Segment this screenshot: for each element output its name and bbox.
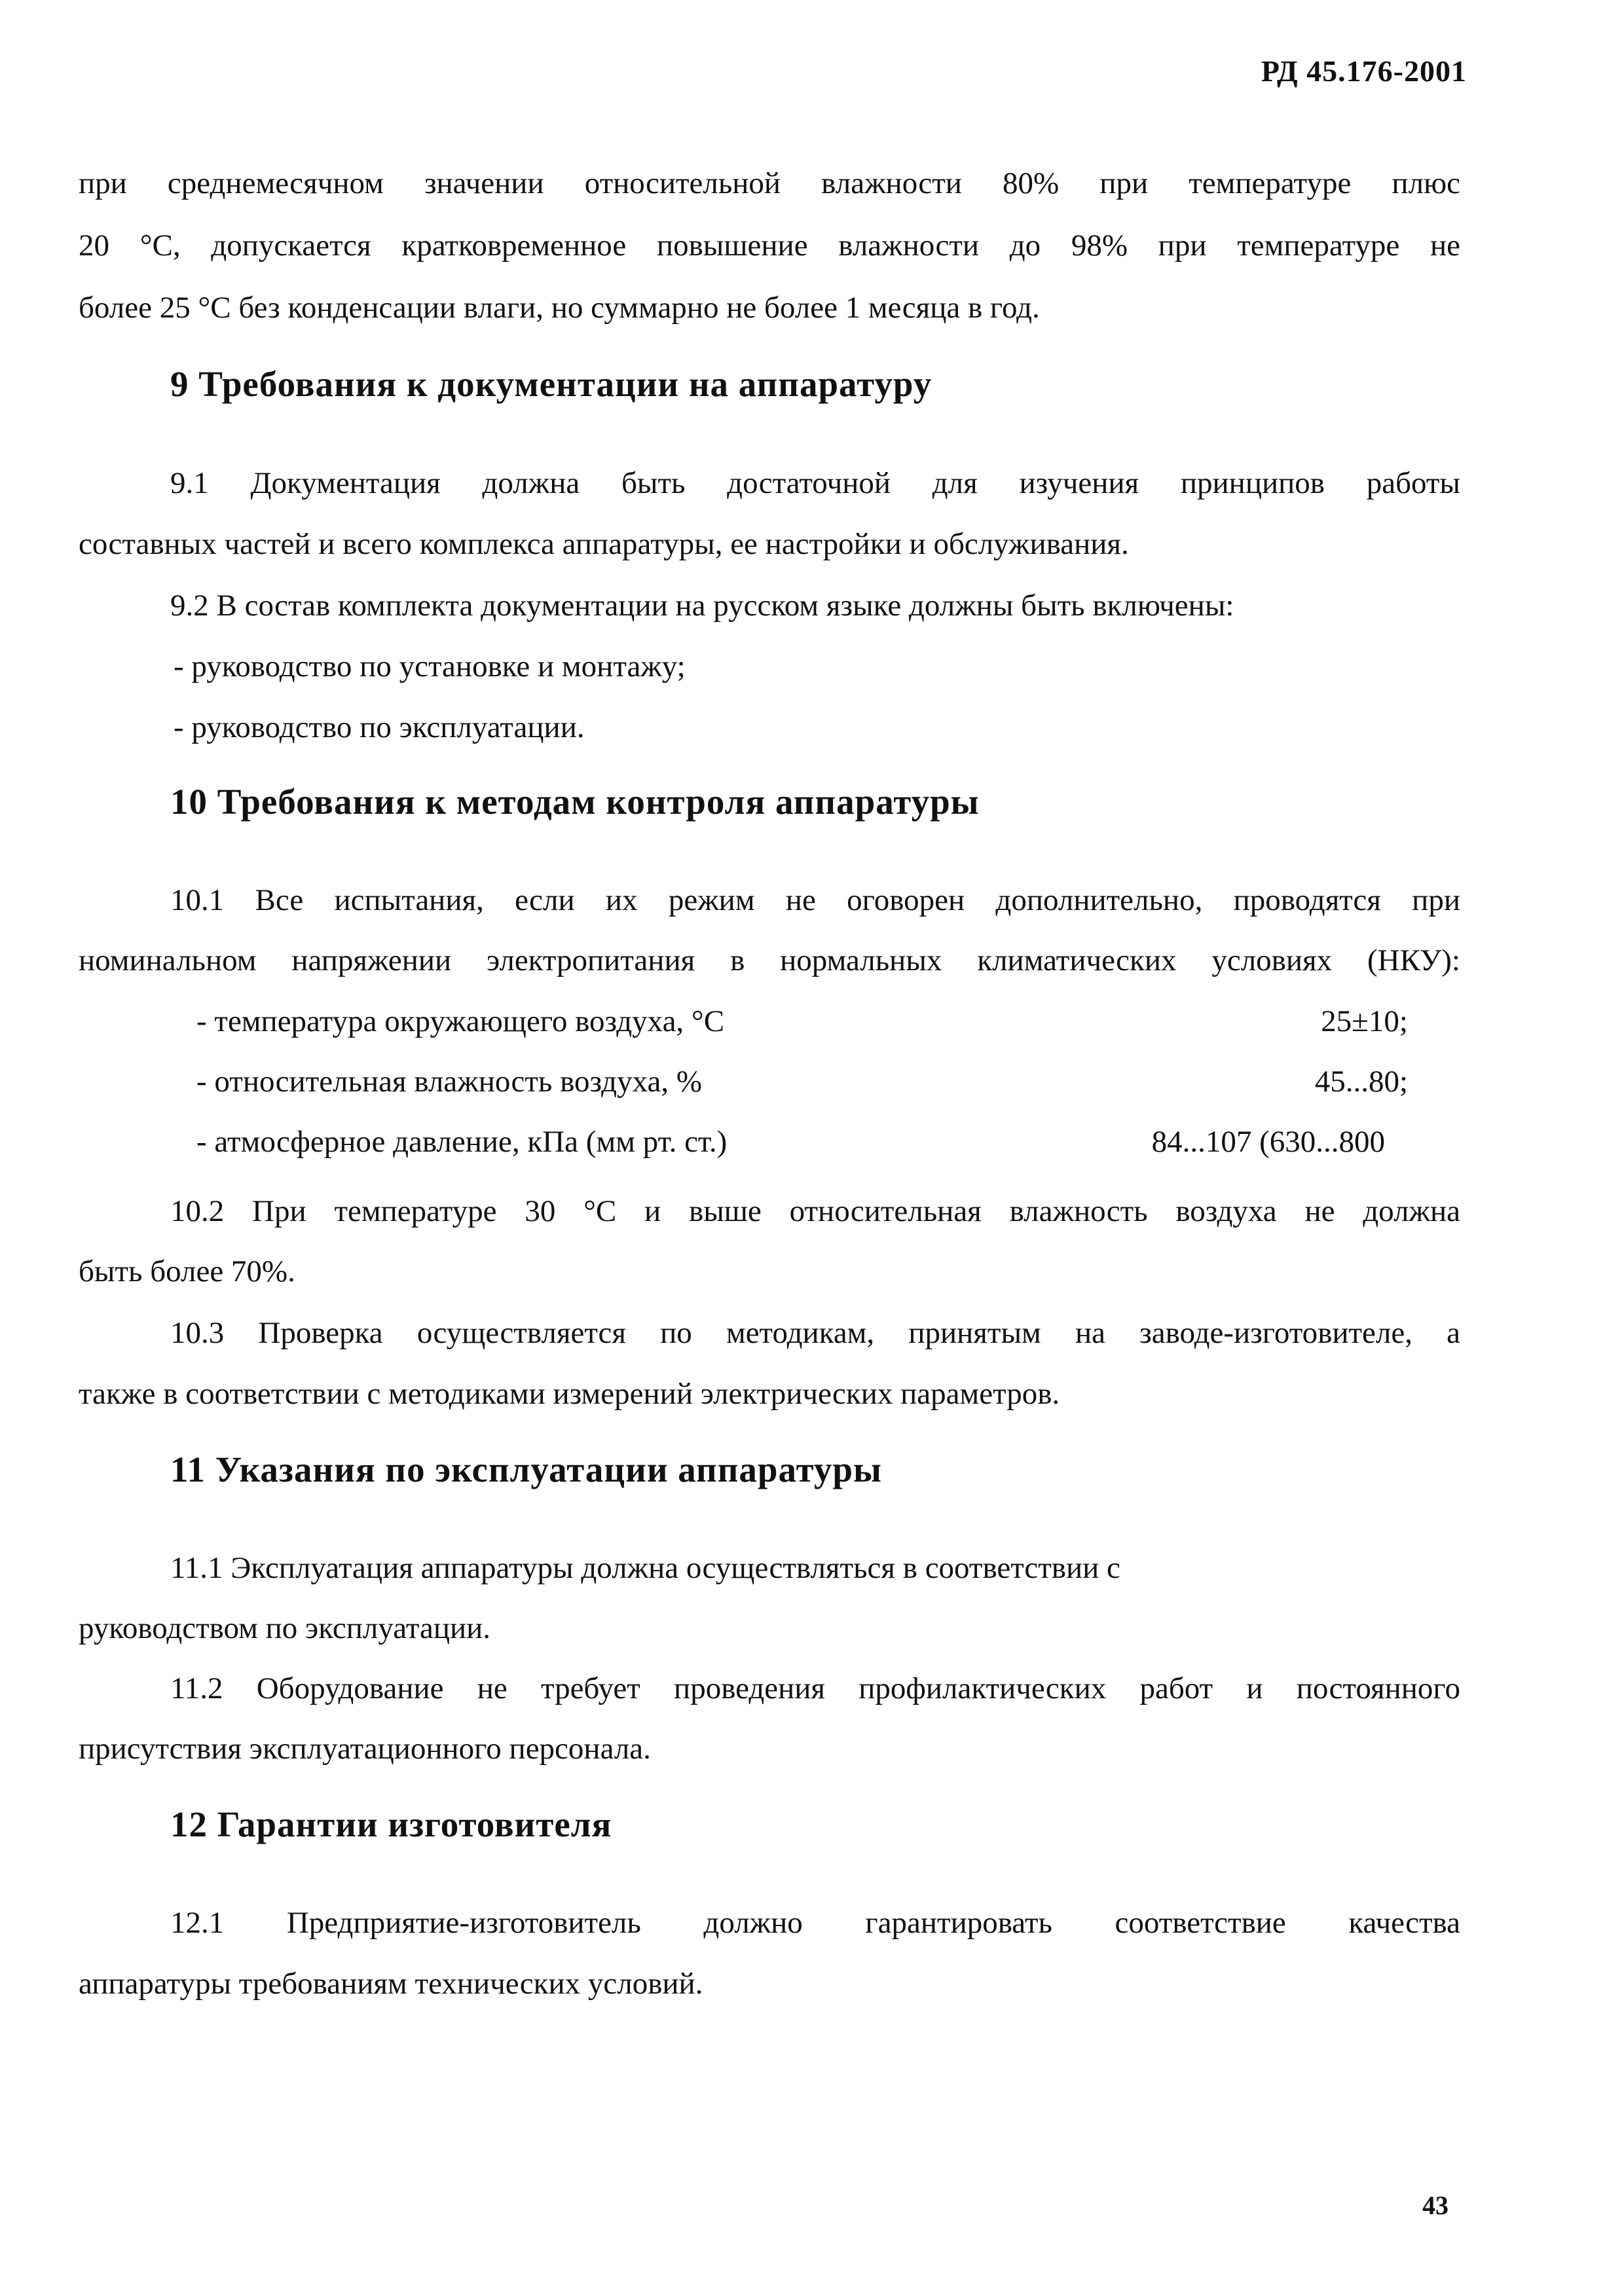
paragraph-line: номинальном напряжении электропитания в нормальных климатических условиях (НКУ): — [79, 943, 1460, 977]
condition-label: - атмосферное давление, кПа (мм рт. ст.) — [196, 1125, 728, 1159]
paragraph-line: 12.1 Предприятие-изготовитель должно гарантировать соответствие качества — [170, 1906, 1460, 1940]
section-heading-9: 9 Требования к документации на аппаратуру — [170, 364, 932, 404]
paragraph-line: 9.2 В состав комплекта документации на русском языке должны быть включены: — [170, 589, 1234, 623]
paragraph-line: 11.2 Оборудование не требует проведения профилактических работ и постоянного — [170, 1671, 1460, 1705]
paragraph-line: более 25 °С без конденсации влаги, но суммарно не более 1 месяца в год. — [79, 291, 1040, 325]
section-heading-10: 10 Требования к методам контроля аппаратуры — [170, 782, 980, 822]
condition-value: 84...107 (630...800 — [1151, 1125, 1385, 1159]
condition-label: - относительная влажность воздуха, % — [196, 1065, 702, 1099]
paragraph-line: 11.1 Эксплуатация аппаратуры должна осуществляться в соответствии с — [170, 1551, 1120, 1585]
document-code: РД 45.176-2001 — [1261, 54, 1467, 88]
section-heading-11: 11 Указания по эксплуатации аппаратуры — [170, 1449, 882, 1489]
list-item: - руководство по установке и монтажу; — [174, 649, 686, 683]
paragraph-line: присутствия эксплуатационного персонала. — [79, 1732, 651, 1766]
condition-value: 45...80; — [1314, 1065, 1408, 1099]
paragraph-line: быть более 70%. — [79, 1254, 295, 1288]
paragraph-line: 10.3 Проверка осуществляется по методикам, принятым на заводе-изготовителе, а — [170, 1316, 1460, 1350]
paragraph-line: при среднемесячном значении относительной влажности 80% при температуре плюс — [79, 166, 1460, 200]
paragraph-line: 10.2 При температуре 30 °С и выше относительная влажность воздуха не должна — [170, 1194, 1460, 1228]
paragraph-line: составных частей и всего комплекса аппаратуры, ее настройки и обслуживания. — [79, 527, 1129, 561]
condition-label: - температура окружающего воздуха, °С — [196, 1004, 725, 1038]
paragraph-line: 10.1 Все испытания, если их режим не оговорен дополнительно, проводятся при — [170, 883, 1460, 917]
paragraph-line: аппаратуры требованиям технических условий. — [79, 1967, 703, 2001]
page-number: 43 — [1422, 2191, 1449, 2220]
list-item: - руководство по эксплуатации. — [174, 710, 585, 744]
paragraph-line: 9.1 Документация должна быть достаточной для изучения принципов работы — [170, 466, 1460, 500]
condition-value: 25±10; — [1321, 1004, 1408, 1038]
paragraph-line: также в соответствии с методиками измерений электрических параметров. — [79, 1377, 1060, 1411]
paragraph-line: руководством по эксплуатации. — [79, 1611, 491, 1645]
paragraph-line: 20 °С, допускается кратковременное повышение влажности до 98% при температуре не — [79, 228, 1460, 263]
section-heading-12: 12 Гарантии изготовителя — [170, 1804, 612, 1844]
